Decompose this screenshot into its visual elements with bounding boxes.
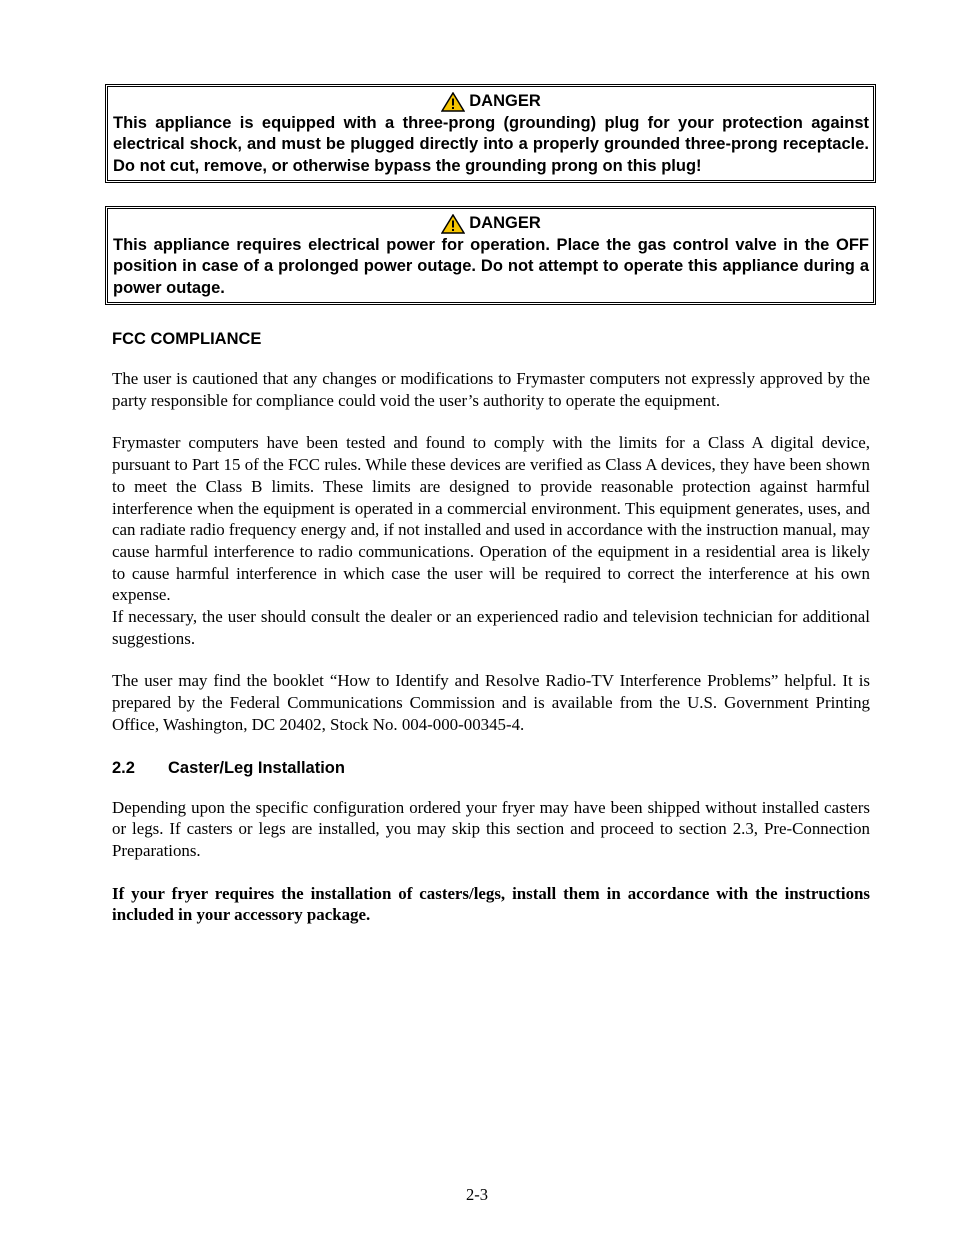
- section-paragraph-1: Depending upon the specific configuration ordered your fryer may have been shipped without installed casters or legs. If casters or legs are installed, you may skip this section and proceed to section 2.3, Pre-Connection Preparations.: [112, 797, 870, 860]
- fcc-section: [105, 328, 876, 926]
- warning-triangle-icon: [441, 92, 465, 112]
- danger-text: This appliance is equipped with a three-prong (grounding) plug for your protection against electrical shock, and must be plugged directly into a properly grounded three-prong receptacle. Do not cut, remove, or otherwise bypass the grounding prong on this plug!: [113, 113, 869, 175]
- fcc-heading: FCC COMPLIANCE: [112, 330, 262, 348]
- danger-box-power: [105, 206, 876, 305]
- danger-title-label: DANGER: [469, 92, 541, 110]
- fcc-paragraph-4: The user may find the booklet “How to Identify and Resolve Radio-TV Interference Problems” helpful. It is prepared by the Federal Communications Commission and is available from the U.S. Government Printing Office, Washington, DC 20402, Stock No. 004-000-00345-4.: [112, 671, 870, 734]
- fcc-paragraph-3: If necessary, the user should consult the dealer or an experienced radio and television technician for additional suggestions.: [112, 607, 870, 648]
- page-number: 2-3: [466, 1185, 488, 1204]
- fcc-paragraph-1: The user is cautioned that any changes or modifications to Frymaster computers not expressly approved by the party responsible for compliance could void the user’s authority to operate the equipment.: [112, 369, 870, 410]
- danger-title: [113, 91, 869, 113]
- fcc-paragraph-2: Frymaster computers have been tested and found to comply with the limits for a Class A digital device, pursuant to Part 15 of the FCC rules. While these devices are verified as Class A devices, they have been shown to meet the Class B limits. These limits are designed to provide reasonable protection against harmful interference when the equipment is operated in a commercial environment. This equipment generates, uses, and can radiate radio frequency energy and, if not installed and used in accordance with the instruction manual, may cause harmful interference to radio communications. Operation of the equipment in a residential area is likely to cause harmful interference in which case the user will be required to correct the interference at his own expense.: [112, 433, 870, 605]
- danger-text: This appliance requires electrical power for operation. Place the gas control valve in the OFF position in case of a prolonged power outage. Do not attempt to operate this appliance during a power outage.: [113, 235, 869, 297]
- section-title: Caster/Leg Installation: [168, 758, 345, 777]
- danger-box-grounding: [105, 84, 876, 183]
- section-paragraph-2: If your fryer requires the installation of casters/legs, install them in accordance with the instructions included in your accessory package.: [112, 883, 870, 925]
- warning-triangle-icon: [441, 214, 465, 234]
- danger-title: [113, 213, 869, 235]
- document-page: [105, 84, 876, 947]
- danger-title-label: DANGER: [469, 214, 541, 232]
- section-number: 2.2: [112, 758, 135, 777]
- section-heading: [112, 757, 870, 779]
